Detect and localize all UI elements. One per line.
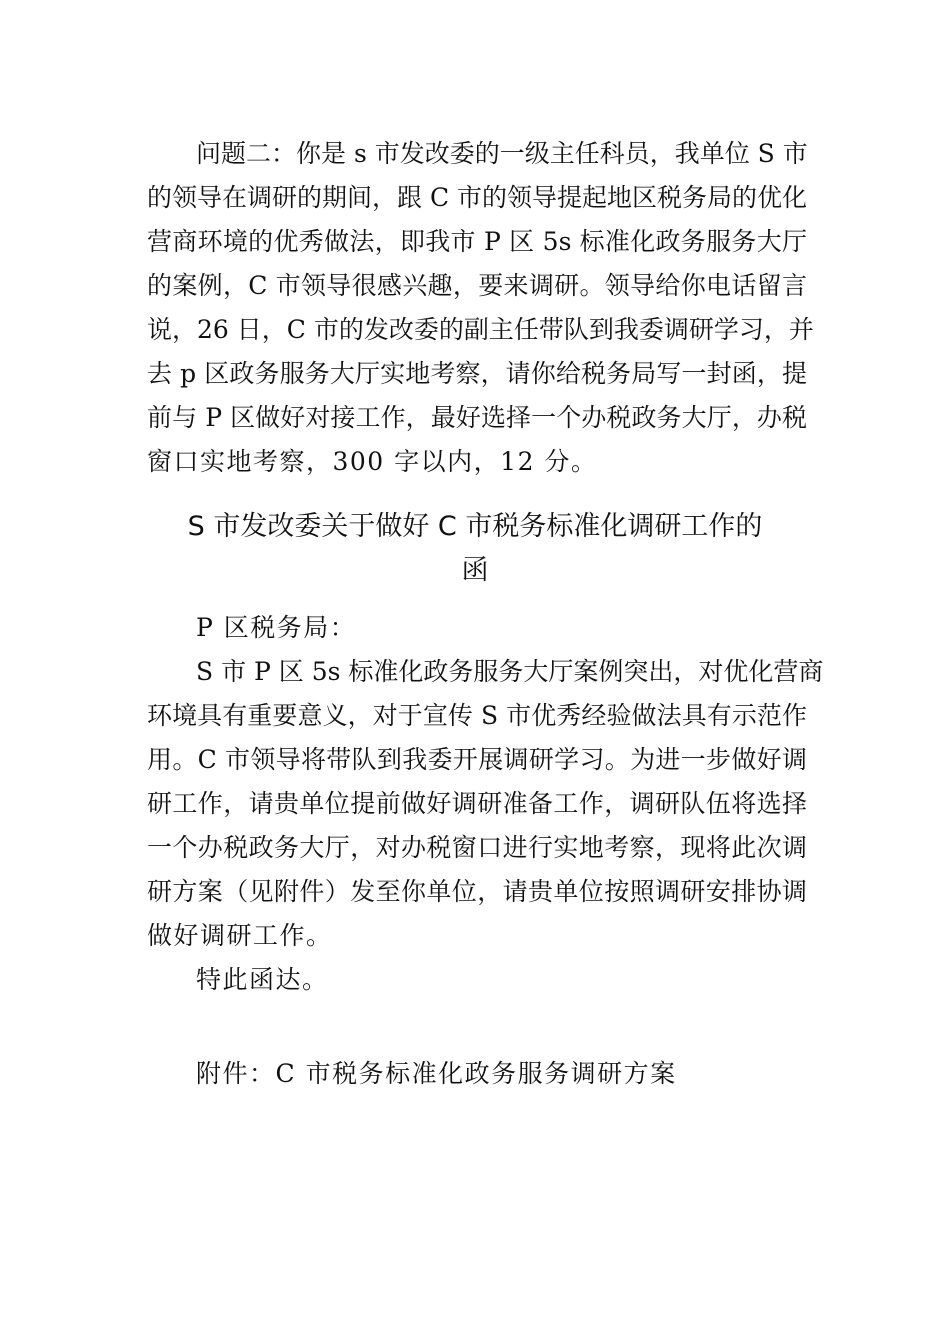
letter-title-line-2: 函 [461,555,489,586]
letter-body-line-5: 一个办税政务大厅，对办税窗口进行实地考察，现将此次调 [147,833,807,862]
letter-title-line-1: S 市发改委关于做好 C 市税务标准化调研工作的 [187,511,763,542]
letter-body-line-2: 环境具有重要意义，对于宣传 S 市优秀经验做法具有示范作 [147,701,807,730]
question-line-8: 窗口实地考察，300 字以内，12 分。 [147,447,598,476]
letter-body-line-7: 做好调研工作。 [147,921,333,950]
letter-attachment: 附件：C 市税务标准化政务服务调研方案 [196,1059,677,1088]
letter-body-line-6: 研方案（见附件）发至你单位，请贵单位按照调研安排协调 [147,877,807,906]
question-line-4: 的案例，C 市领导很感兴趣，要来调研。领导给你电话留言 [147,271,807,300]
question-line-5: 说，26 日，C 市的发改委的副主任带队到我委调研学习，并 [147,315,814,344]
question-line-2: 的领导在调研的期间，跟 C 市的领导提起地区税务局的优化 [147,183,808,212]
letter-salutation: P 区税务局： [196,613,357,642]
question-line-7: 前与 P 区做好对接工作，最好选择一个办税政务大厅，办税 [147,403,807,432]
letter-closing: 特此函达。 [196,965,329,994]
question-line-6: 去 p 区政务服务大厅实地考察，请你给税务局写一封函，提 [147,359,807,388]
letter-body-line-3: 用。C 市领导将带队到我委开展调研学习。为进一步做好调 [147,745,807,774]
letter-body-line-4: 研工作，请贵单位提前做好调研准备工作，调研队伍将选择 [147,789,807,818]
letter-body-line-1: S 市 P 区 5s 标准化政务服务大厅案例突出，对优化营商 [196,657,824,686]
question-line-3: 营商环境的优秀做法，即我市 P 区 5s 标准化政务服务大厅 [147,227,807,256]
question-line-1: 问题二：你是 s 市发改委的一级主任科员，我单位 S 市 [196,139,808,168]
